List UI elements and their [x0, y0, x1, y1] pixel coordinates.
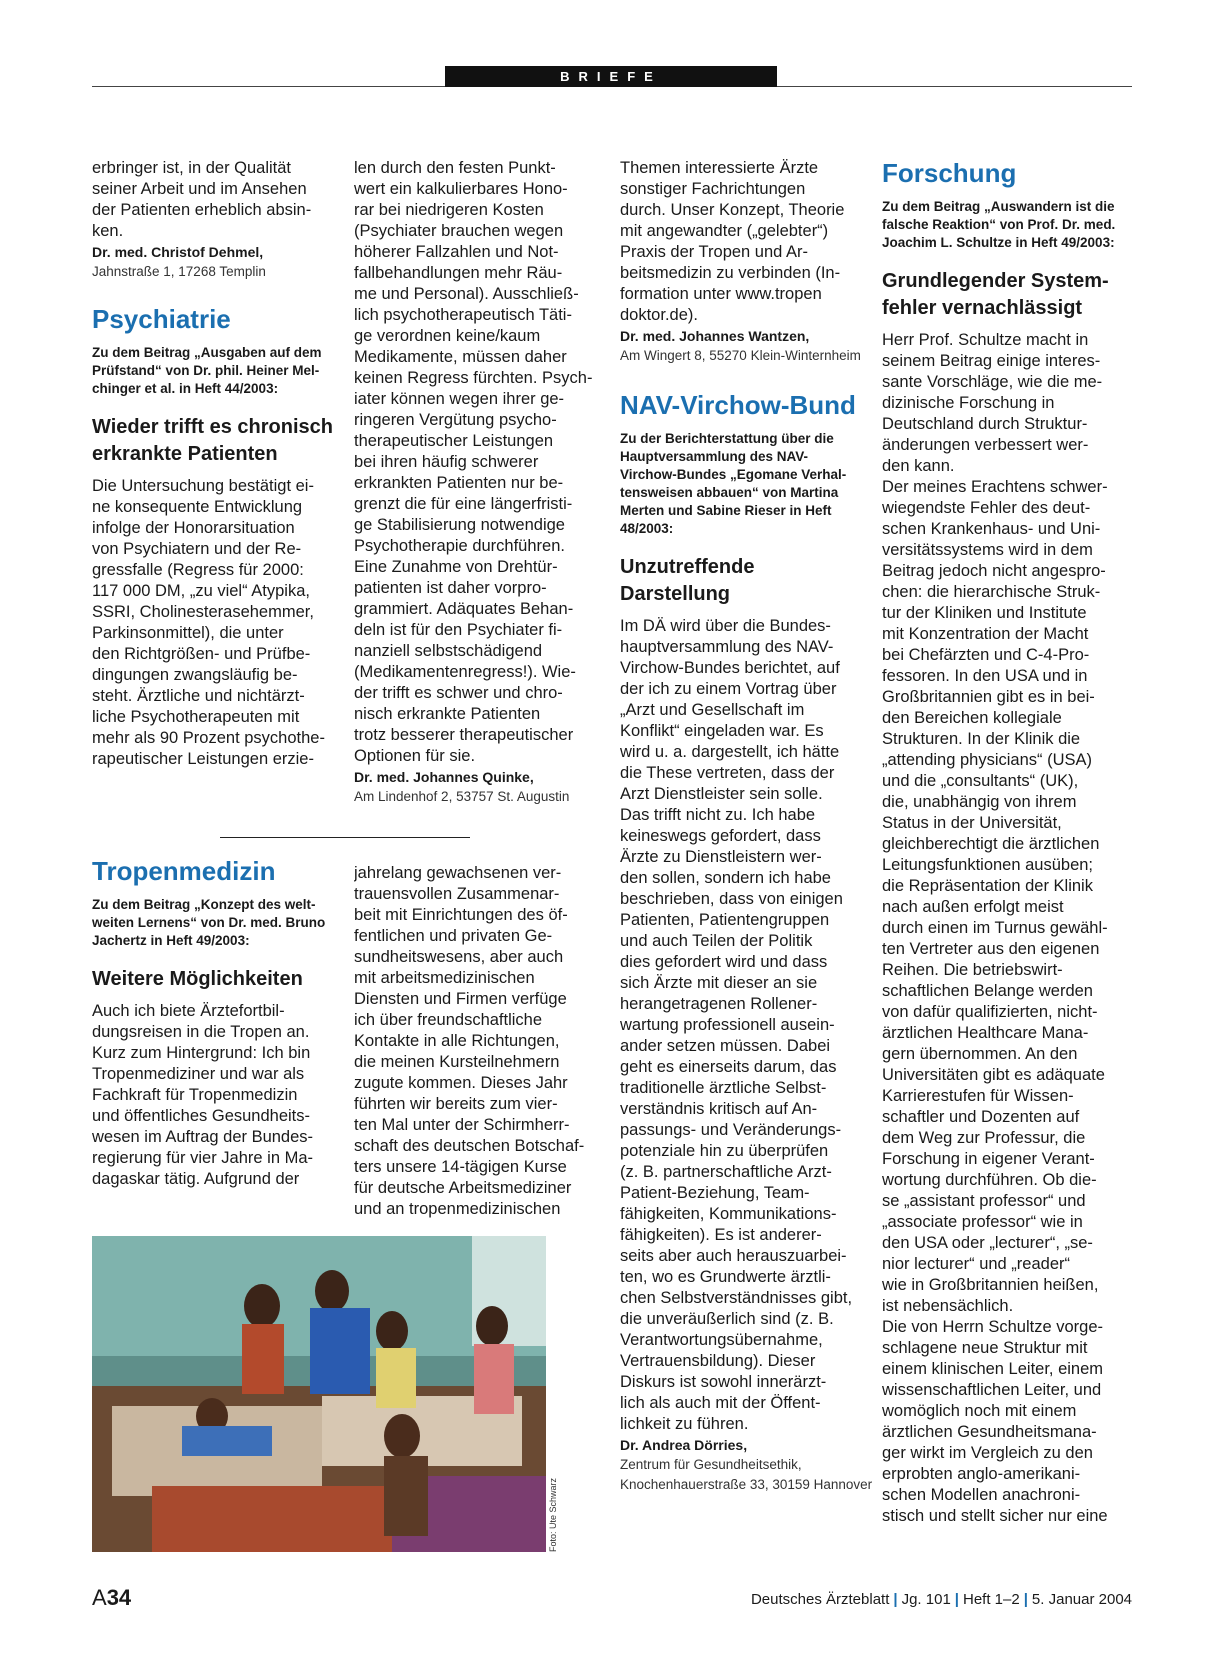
letter-body-continued: jahrelang gewachsenen ver- trauensvollen Zusammenar- beit mit Einrichtungen des öf- fentlichen und privaten Ge- sundheitswesens, aber auch mit arbeitsmedizinischen Diensten und Firmen verfüge ich über freundschaftliche Kontakte in alle Richtungen, die meinen Kursteilnehmern zugute kommen. Dieses Jahr führten wir bereits zum vier- ten Mal unter der Schirmherr- schaft des deutschen Botschaf- ters unsere 14-tägigen Kurse für deutsche Arbeitsmediziner und an tropenmedizinischen	[354, 864, 585, 1218]
letter-body: Im DÄ wird über die Bundes- hauptversammlung des NAV- Virchow-Bundes berichtet, auf der ich zu einem Vortrag über „Arzt und Gesellschaft im Konflikt“ eingeladen war. Es wird u. a. dargestellt, ich hätte die These vertreten, dass der Arzt Dienstleister sein solle. Das trifft nicht zu. Ich habe keineswegs gefordert, dass Ärzte zu Dienstleistern wer- den sollen, sondern ich habe beschrieben, dass von einigen Patienten, Patientengruppen und auch Teilen der Politik dies gefordert wird und dass sich Ärzte mit dieser an sie herangetragenen Rollener- wartung professionell ausein- ander setzen müssen. Dabei geht es einerseits darum, das traditionelle ärztliche Selbst- verständnis kritisch auf An- passungs- und Veränderungs- potenziale hin zu überprüfen (z. B. partnerschaftliche Arzt- Patient-Beziehung, Team- fähigkeiten, Kommunikations- fähigkeiten). Es ist anderer- seits aber auch herauszuarbei- ten, wo es Grundwerte ärztli- chen Selbstverständnisses gibt, die unveräußerlich sind (z. B. Verantwortungsübernahme, Vertrauensbildung). Dieser Diskurs ist sowohl innerärzt- lich als auch mit der Öffent- lichkeit zu führen.	[620, 617, 853, 1433]
hospital-ward-photo	[92, 1236, 546, 1552]
letter-headline: Unzutreffende Darstellung	[620, 556, 755, 605]
letter-author: Dr. Andrea Dörries,	[620, 1437, 748, 1453]
journal-name: Deutsches Ärzteblatt	[750, 1591, 890, 1608]
section-title-nav-virchow-bund: NAV-Virchow-Bund	[620, 390, 856, 420]
letter-body-continued: Themen interessierte Ärzte sonstiger Fachrichtungen durch. Unser Konzept, Theorie mit angewandter („gelebter“) Praxis der Tropen und Ar- beitsmedizin zu verbinden (In- formation unter www.tropen doktor.de).	[620, 159, 845, 324]
letter-address: Jahnstraße 1, 17268 Templin	[92, 264, 266, 279]
article-reference: Zu dem Beitrag „Ausgaben auf dem Prüfstand“ von Dr. phil. Heiner Mel- chinger et al. in Heft 44/2003:	[92, 345, 322, 396]
footer-divider: |	[1023, 1591, 1028, 1608]
letter-author: Dr. med. Johannes Quinke,	[354, 769, 534, 785]
section-separator	[220, 837, 470, 838]
letter-headline: Wieder trifft es chronisch erkrankte Patienten	[92, 416, 333, 465]
letter-address: Am Lindenhof 2, 53757 St. Augustin	[354, 789, 570, 804]
page-number: A34	[92, 1585, 132, 1610]
footer-divider: |	[954, 1591, 959, 1608]
column-1-bottom	[92, 856, 342, 1190]
letter-author: Dr. med. Johannes Wantzen,	[620, 328, 810, 344]
section-title-tropenmedizin: Tropenmedizin	[92, 856, 276, 886]
continued-text: erbringer ist, in der Qualität seiner Arbeit und im Ansehen der Patienten erheblich absin- ken.	[92, 159, 312, 240]
letter-body: Auch ich biete Ärztefortbil- dungsreisen in die Tropen an. Kurz zum Hintergrund: Ich bin Tropenmediziner und war als Fachkraft für Tropenmedizin und öffentliches Gesundheits- wesen im Auftrag der Bundes- regierung für vier Jahre in Ma- dagaskar tätig. Aufgrund der	[92, 1002, 314, 1188]
article-reference: Zu der Berichterstattung über die Hauptversammlung des NAV- Virchow-Bundes „Egomane Verhal- tensweisen abbauen“ von Martina Merten und Sabine Rieser in Heft 48/2003:	[620, 431, 847, 536]
section-title-forschung: Forschung	[882, 158, 1017, 188]
letter-body: Herr Prof. Schultze macht in seinem Beitrag einige interes- sante Vorschläge, wie die me- dizinische Forschung in Deutschland durch Struktur- änderungen verbessert wer- den kann. Der meines Erachtens schwer- wiegendste Fehler des deut- schen Krankenhaus- und Uni- versitätssystems wird in dem Beitrag jedoch nicht angespro- chen: die hierarchische Struk- tur der Kliniken und Institute mit Konzentration der Macht bei Chefärzten und C-4-Pro- fessoren. In den USA und in Großbritannien gibt es in bei- den Bereichen kollegiale Strukturen. In der Klinik die „attending physicians“ (USA) und die „consultants“ (UK), die, unabhängig von ihrem Status in der Universität, gleichberechtigt die ärztlichen Leitungsfunktionen ausüben; die Repräsentation der Klinik nach außen erfolgt meist durch einen im Turnus gewähl- ten Vertreter aus den eigenen Reihen. Die betriebswirt- schaftlichen Belange werden von dafür qualifizierten, nicht- ärztlichen Healthcare Mana- gern übernommen. An den Universitäten gibt es adäquate Karrierestufen für Wissen- schaftler und Dozenten auf dem Weg zur Professur, die Forschung in eigener Verant- wortung durchführen. Ob die- se „assistant professor“ und „associate professor“ wie in den USA oder „lecturer“, „se- nior lecturer“ und „reader“ wie in Großbritannien heißen, ist nebensächlich. Die von Herrn Schultze vorge- schlagene neue Struktur mit einem klinischen Leiter, einem wissenschaftlichen Leiter, und womöglich noch mit einem ärztlichen Gesundheitsmana- ger wirkt im Vergleich zu den erprobten anglo-amerikani- schen Modellen anachroni- stisch und stellt sicher nur eine	[882, 331, 1108, 1525]
journal-issue: Heft 1–2	[963, 1591, 1020, 1608]
letter-address: Zentrum für Gesundheitsethik,	[620, 1457, 802, 1472]
section-title-psychiatrie: Psychiatrie	[92, 304, 231, 334]
letter-headline: Grundlegender System- fehler vernachlässigt	[882, 270, 1109, 319]
section-banner: BRIEFE	[445, 66, 777, 87]
photo-illustration	[92, 1236, 546, 1552]
journal-volume: Jg. 101	[901, 1591, 951, 1608]
article-reference: Zu dem Beitrag „Konzept des welt- weiten Lernens“ von Dr. med. Bruno Jachertz in Heft 49/2003:	[92, 897, 326, 948]
letter-address: Am Wingert 8, 55270 Klein-Winternheim	[620, 348, 861, 363]
letter-address: Knochenhauerstraße 33, 30159 Hannover	[620, 1477, 873, 1492]
column-2-top	[354, 158, 604, 807]
letter-body-continued: len durch den festen Punkt- wert ein kalkulierbares Hono- rar bei niedrigeren Kosten (Psychiater brauchen wegen höherer Fallzahlen und Not- fallbehandlungen mehr Räu- me und Personal). Ausschließ- lich psychotherapeutisch Täti- ge verordnen keine/kaum Medikamente, müssen daher keinen Regress fürchten. Psych- iater können wegen ihrer ge- ringeren Vergütung psycho- therapeutischer Leistungen bei ihren häufig schwerer erkrankten Patienten nur be- grenzt die für eine längerfristi- ge Stabilisierung notwendige Psychotherapie durchführen. Eine Zunahme von Drehtür- patienten ist daher vorpro- grammiert. Adäquates Behan- deln ist für den Psychiater fi- nanziell selbstschädigend (Medikamentenregress!). Wie- der trifft es schwer und chro- nisch erkrankte Patienten trotz besserer therapeutischer Optionen für sie.	[354, 159, 593, 765]
letter-body: Die Untersuchung bestätigt ei- ne konsequente Entwicklung infolge der Honorarsituation von Psychiatern und der Re- gressfalle (Regress für 2000: 117 000 DM, „zu viel“ Atypika, SSRI, Cholinesterasehemmer, Parkinsonmittel), die unter den Richtgrößen- und Prüfbe- dingungen zwangsläufig be- steht. Ärztliche und nichtärzt- liche Psychotherapeuten mit mehr als 90 Prozent psychothe- rapeutischer Leistungen erzie-	[92, 477, 325, 768]
column-2-bottom	[354, 863, 604, 1220]
journal-date: 5. Januar 2004	[1031, 1591, 1132, 1608]
column-4	[882, 158, 1132, 1527]
letter-headline: Weitere Möglichkeiten	[92, 968, 303, 990]
photo-credit: Foto: Ute Schwarz	[548, 1477, 558, 1552]
column-3	[620, 158, 875, 1495]
footer-divider: |	[893, 1591, 898, 1608]
article-reference: Zu dem Beitrag „Auswandern ist die falsche Reaktion“ von Prof. Dr. med. Joachim L. Schultze in Heft 49/2003:	[882, 199, 1116, 250]
journal-footer	[751, 1590, 1132, 1610]
letter-author: Dr. med. Christof Dehmel,	[92, 244, 264, 260]
column-1-top	[92, 158, 339, 770]
